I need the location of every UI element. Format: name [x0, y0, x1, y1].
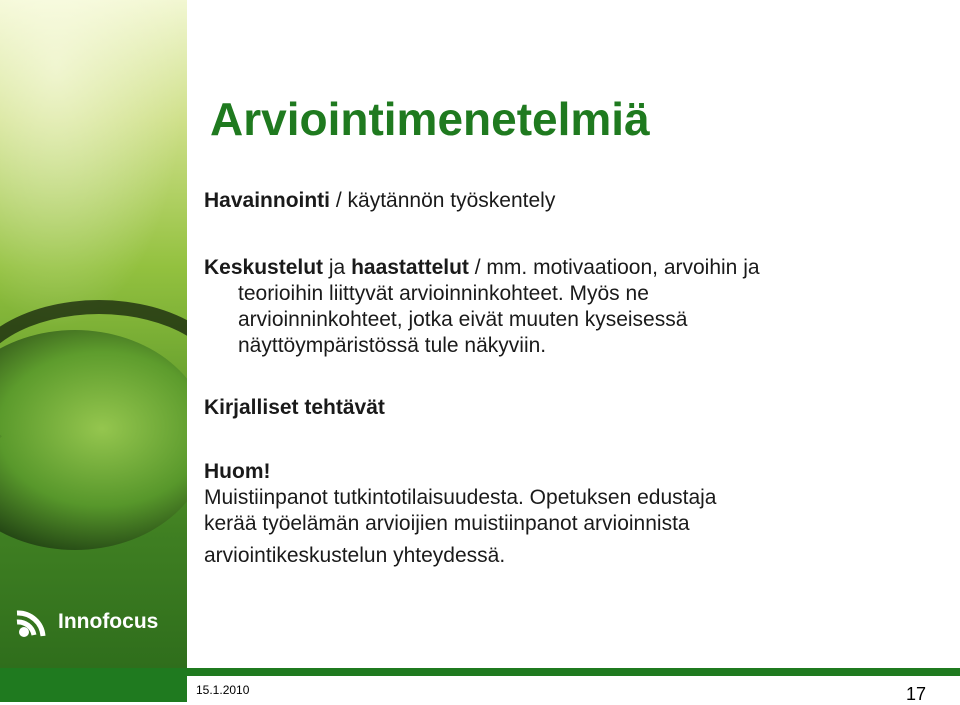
bullet-havainnointi-bold: Havainnointi: [204, 189, 331, 212]
bullet-havainnointi: [204, 188, 555, 214]
bullet-kirjalliset: Kirjalliset tehtävät: [204, 396, 385, 419]
bullet-keskustelut-line-3: arvioinninkohteet, jotka eivät muuten kyseisessä: [238, 308, 688, 331]
slide-title: Arviointimenetelmiä: [210, 93, 650, 145]
decorative-sidebar-image: [0, 0, 187, 668]
bullet-keskustelut-line-4: näyttöympäristössä tule näkyviin.: [238, 334, 547, 357]
keskustelut-rest: / mm. motivaatioon, arvoihin ja: [468, 256, 760, 279]
page-number: 17: [906, 684, 927, 704]
note-line-3: arviointikeskustelun yhteydessä.: [204, 544, 506, 567]
footer-date: 15.1.2010: [196, 683, 250, 697]
bullet-keskustelut: [204, 255, 760, 359]
bullet-keskustelut-line-2: teorioihin liittyvät arvioinninkohteet. Myös ne: [238, 282, 649, 305]
bullet-keskustelut-line-1: [204, 255, 760, 281]
haastattelut-bold: haastattelut: [351, 256, 469, 279]
keskustelut-mid: ja: [323, 256, 352, 279]
pan-shape: [0, 330, 187, 550]
note-line-1: Muistiinpanot tutkintotilaisuudesta. Opetuksen edustaja: [204, 486, 717, 509]
logo-wifi-icon: [14, 605, 52, 639]
sidebar-glow: [0, 0, 187, 330]
logo-text: Innofocus: [58, 610, 159, 633]
note-line-2: kerää työelämän arvioijien muistiinpanot arvioinnista: [204, 512, 690, 535]
bullet-havainnointi-rest: / käytännön työskentely: [330, 189, 556, 212]
note-block: [204, 459, 924, 569]
footer-strip: [187, 676, 960, 702]
keskustelut-bold: Keskustelut: [204, 256, 324, 279]
innofocus-logo: [14, 604, 158, 640]
note-heading: Huom!: [204, 460, 271, 483]
